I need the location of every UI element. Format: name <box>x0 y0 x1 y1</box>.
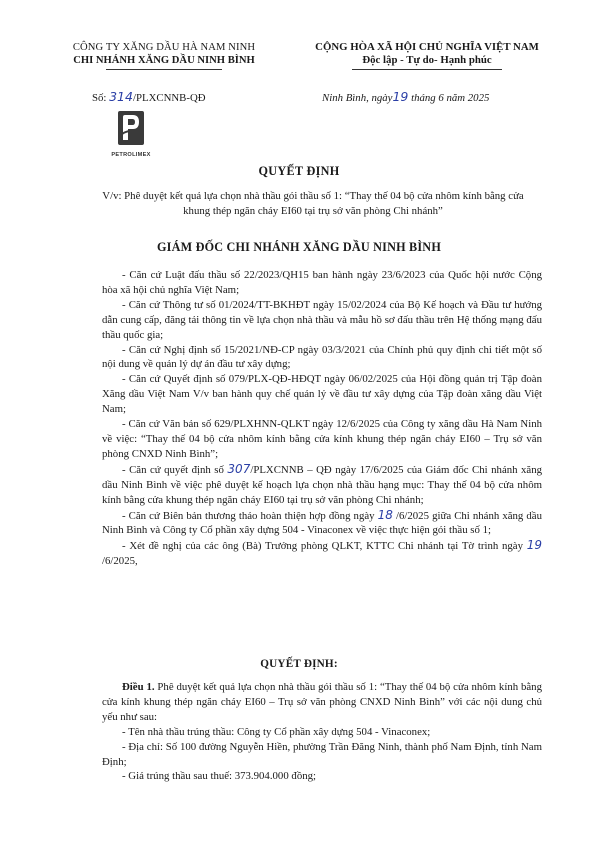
issuer-underline <box>106 69 222 70</box>
parent-company-name: CÔNG TY XĂNG DẦU HÀ NAM NINH <box>72 42 256 53</box>
document-number <box>92 89 206 104</box>
basis-board-decision: - Căn cứ Quyết định số 079/PLX-QĐ-HĐQT ngày 06/02/2025 của Hội đồng quản trị Tập đoàn Xăng dầu Việt Nam V/v ban hành quy chế quản lý về đầu tư xây dựng của Tập đoàn xăng dầu Việt Nam; <box>102 373 542 416</box>
article-1-intro <box>102 680 542 725</box>
issuer-header <box>44 41 284 70</box>
date-handwritten-day: 19 <box>392 89 409 104</box>
date-line <box>322 89 489 104</box>
document-title: QUYẾT ĐỊNH <box>258 164 340 178</box>
basis-decree: - Căn cứ Nghị định số 15/2021/NĐ-CP ngày 03/3/2021 của Chính phủ quy định chi tiết một số nội dung về quản lý dự án đầu tư xây dựng; <box>102 343 542 371</box>
motto-underline <box>352 69 502 70</box>
winning-contractor: - Tên nhà thầu trúng thầu: Công ty Cổ phần xây dựng 504 - Vinaconex; <box>122 725 431 738</box>
branch-name: CHI NHÁNH XĂNG DẦU NINH BÌNH <box>73 55 255 66</box>
basis-proposal <box>102 538 542 569</box>
petrolimex-logo-icon <box>118 111 144 145</box>
docno-handwritten: 314 <box>109 89 133 104</box>
basis-proposal-suffix: /6/2025, <box>102 555 138 568</box>
petrolimex-logo <box>107 111 155 158</box>
basis-plan-prefix: - Căn cứ quyết định số <box>122 463 228 476</box>
basis-negotiation-minutes <box>102 508 542 539</box>
national-header <box>292 41 562 70</box>
basis-law: - Căn cứ Luật đấu thầu số 22/2023/QH15 ban hành ngày 23/6/2023 của Quốc hội nước Cộng hòa xã hội chủ nghĩa Việt Nam; <box>102 269 542 296</box>
logo-caption: PETROLIMEX <box>111 152 151 158</box>
date-suffix: tháng 6 năm 2025 <box>408 92 490 104</box>
decision-heading: QUYẾT ĐỊNH: <box>260 658 338 670</box>
basis-proposal-prefix: - Xét đề nghị của các ông (Bà) Trưởng phòng QLKT, KTTC Chi nhánh tại Tờ trình ngày <box>122 540 527 553</box>
date-prefix: Ninh Bình, ngày <box>322 92 393 104</box>
director-heading: GIÁM ĐỐC CHI NHÁNH XĂNG DẦU NINH BÌNH <box>157 240 441 254</box>
basis-company-letter: - Căn cứ Văn bản số 629/PLXHNN-QLKT ngày 12/6/2025 của Công ty xăng dầu Hà Nam Ninh về việc: “Thay thế 04 bộ cửa nhôm kính bằng cửa kính khung thép ngăn cháy EI60 – Trụ sở văn phòng CNXD Ninh Bình”; <box>102 418 542 460</box>
legal-bases <box>102 268 542 569</box>
basis-minutes-handwritten: 18 <box>377 507 393 522</box>
basis-minutes-prefix: - Căn cứ Biên bản thương thảo hoàn thiện hợp đồng ngày <box>122 509 378 522</box>
country-name: CỘNG HÒA XÃ HỘI CHỦ NGHĨA VIỆT NAM <box>315 41 539 53</box>
basis-circular: - Căn cứ Thông tư số 01/2024/TT-BKHĐT ngày 15/02/2024 của Bộ Kế hoạch và Đầu tư hướng dẫn cung cấp, đăng tải thông tin về lựa chọn nhà thầu và mẫu hồ sơ đấu thầu trên Hệ thống mạng đấu thầu quốc gia; <box>102 298 542 341</box>
docno-suffix: /PLXCNNB-QĐ <box>132 92 206 104</box>
basis-plan-suffix: /PLXCNNB – QĐ ngày 17/6/2025 của Giám đốc Chi nhánh xăng dầu Ninh Bình về việc phê duyệt kế hoạch lựa chọn nhà thầu hạng mục: Thay thế 04 bộ cửa nhôm kính bằng cửa khung thép ngăn cháy EI60 tại trụ sở văn phòng Chi nhánh; <box>102 463 543 506</box>
contractor-address: - Địa chỉ: Số 100 đường Nguyễn Hiền, phường Trần Đăng Ninh, thành phố Nam Định, tỉnh Nam Định; <box>102 740 542 768</box>
docno-prefix: Số: <box>92 92 110 104</box>
document-subject: V/v: Phê duyệt kết quả lựa chọn nhà thầu gói thầu số 1: “Thay thế 04 bộ cửa nhôm kính bằng cửa khung thép ngăn cháy EI60 tại trụ sở văn phòng Chi nhánh” <box>102 190 524 217</box>
basis-minutes-suffix: /6/2025 giữa Chi nhánh xăng dầu Ninh Bình và Công ty Cổ phần xây dựng 504 - Vinaconex về việc thực hiện gói thầu số 1; <box>102 509 542 537</box>
article-1-label: Điều 1. <box>122 681 155 693</box>
basis-plan-handwritten: 307 <box>227 461 251 476</box>
basis-plan-decision <box>102 462 542 508</box>
winning-price: - Giá trúng thầu sau thuế: 373.904.000 đồng; <box>122 770 317 783</box>
article-1 <box>102 680 542 784</box>
article-1-text: Phê duyệt kết quả lựa chọn nhà thầu gói thầu số 1: “Thay thế 04 bộ cửa nhôm kính bằng cửa kính khung thép ngăn cháy EI60 – Trụ sở văn phòng CNXD Ninh Bình” với các nội dung chủ yếu như sau: <box>102 681 542 723</box>
national-motto: Độc lập - Tự do- Hạnh phúc <box>362 54 492 66</box>
basis-proposal-handwritten: 19 <box>526 538 542 553</box>
